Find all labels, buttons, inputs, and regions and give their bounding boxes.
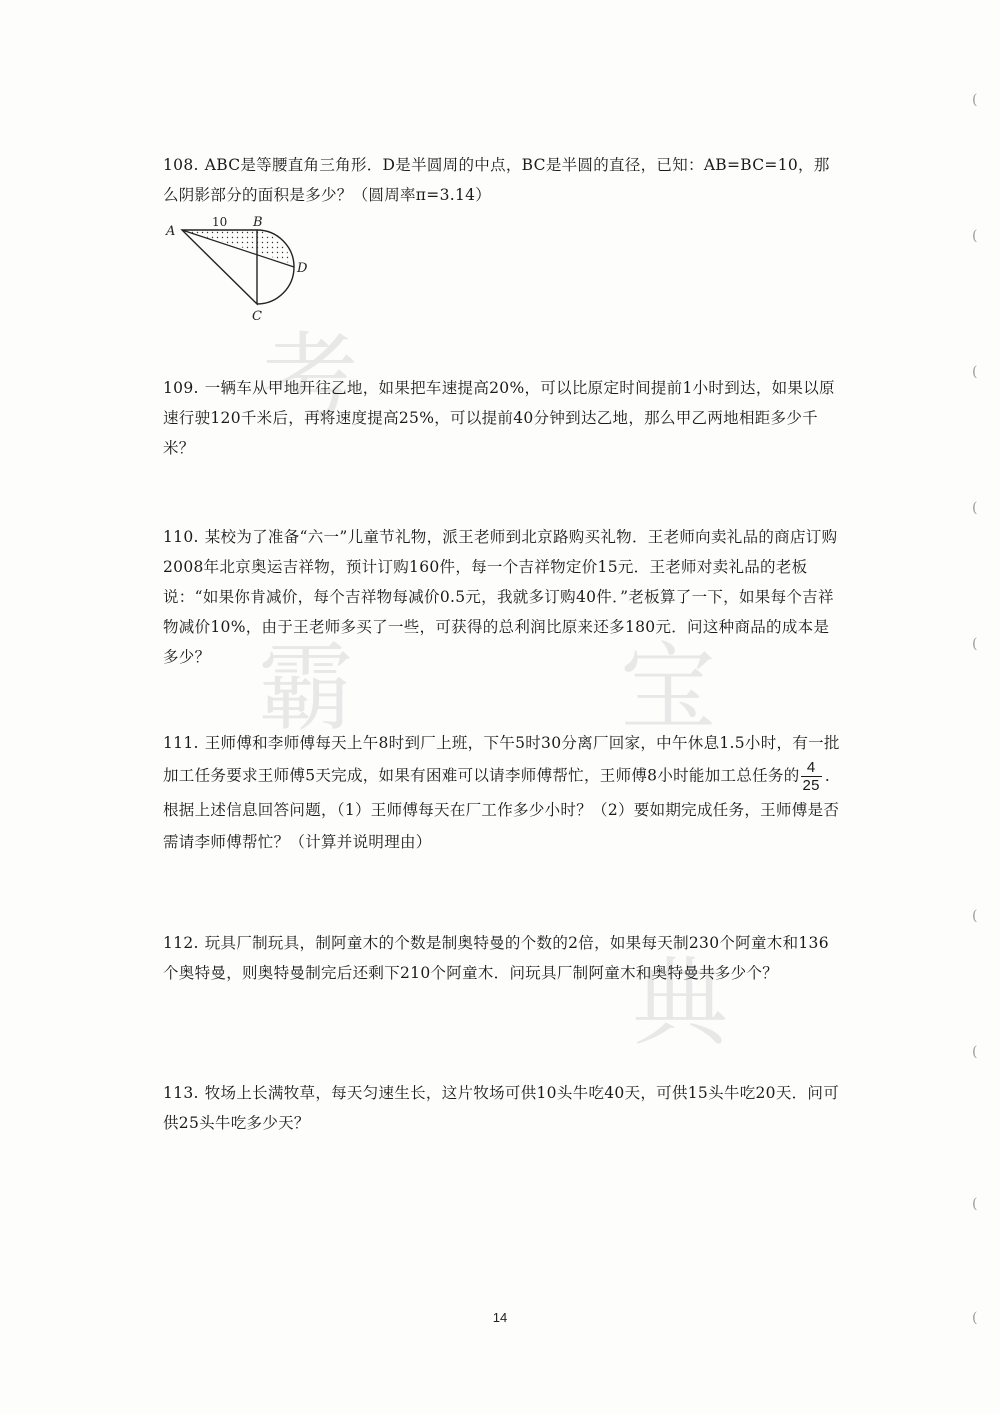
- problem-body: 牧场上长满牧草，每天匀速生长，这片牧场可供10头牛吃40天，可供15头牛吃20天．问可供25头牛吃多少天？: [163, 1084, 840, 1132]
- problem-body: 一辆车从甲地开往乙地，如果把车速提高20%，可以比原定时间提前1小时到达，如果以原速行驶120千米后，再将速度提高25%，可以提前40分钟到达乙地，那么甲乙两地相距多少千米？: [163, 379, 835, 457]
- label-d: D: [297, 261, 308, 276]
- problem-113: [163, 1078, 843, 1138]
- margin-mark: (: [972, 636, 978, 652]
- problem-number: 112.: [163, 934, 199, 952]
- fraction-numerator: 4: [801, 759, 822, 777]
- problem-number: 109.: [163, 379, 199, 397]
- problem-110-text: [163, 522, 843, 672]
- label-c: C: [252, 309, 262, 324]
- triangle-semicircle-figure: [160, 210, 320, 325]
- problem-body-after: ．根据上述信息回答问题，（1）王师傅每天在厂工作多少小时？（2）要如期完成任务，王师傅是否需请李师傅帮忙？（计算并说明理由）: [163, 766, 841, 851]
- watermark-char-4: 典: [632, 947, 728, 1059]
- watermark-char-3: 宝: [620, 632, 716, 744]
- margin-mark: (: [972, 92, 978, 108]
- problem-108: [163, 150, 843, 210]
- page-number: 14: [492, 1310, 508, 1325]
- label-b: B: [253, 215, 263, 230]
- fraction-denominator: 25: [802, 777, 820, 794]
- watermark-char-2: 霸: [258, 632, 354, 744]
- problem-108-text: [163, 150, 843, 210]
- problem-number: 111.: [163, 734, 199, 752]
- label-a: A: [166, 224, 176, 239]
- margin-mark: (: [972, 908, 978, 924]
- problem-body-before: 王师傅和李师傅每天上午8时到厂上班，下午5时30分离厂回家，中午休息1.5小时，有一批加工任务要求王师傅5天完成，如果有困难可以请李师傅帮忙，王师傅8小时能加工总任务的: [163, 734, 840, 785]
- problem-112-text: [163, 928, 843, 988]
- problem-112: [163, 928, 843, 988]
- problem-number: 108.: [163, 156, 199, 174]
- margin-mark: (: [972, 228, 978, 244]
- problem-113-text: [163, 1078, 843, 1138]
- margin-mark: (: [972, 1196, 978, 1212]
- margin-mark: (: [972, 1310, 978, 1326]
- problem-number: 110.: [163, 528, 199, 546]
- problem-109: [163, 373, 843, 463]
- problem-body: 玩具厂制玩具，制阿童木的个数是制奥特曼的个数的2倍，如果每天制230个阿童木和136个奥特曼，则奥特曼制完后还剩下210个阿童木．问玩具厂制阿童木和奥特曼共多少个？: [163, 934, 829, 982]
- margin-mark: (: [972, 500, 978, 516]
- problem-number: 113.: [163, 1084, 199, 1102]
- problem-110: [163, 522, 843, 672]
- problem-111-text: [163, 727, 843, 858]
- problem-111: [163, 727, 843, 858]
- problem-body: 某校为了准备“六一”儿童节礼物，派王老师到北京路购买礼物．王老师向卖礼品的商店订购2008年北京奥运吉祥物，预计订购160件，每一个吉祥物定价15元．王老师对卖礼品的老板说：“如果你肯减价，每个吉祥物每减价0.5元，我就多订购40件．”老板算了一下，如果每个吉祥物减价10%，由于王老师多买了一些，可获得的总利润比原来还多180元．问这种商品的成本是多少？: [163, 528, 838, 666]
- label-length: 10: [212, 215, 228, 229]
- margin-mark: (: [972, 1044, 978, 1060]
- watermark-char-1: 考: [262, 322, 358, 434]
- problem-109-text: [163, 373, 843, 463]
- margin-mark: (: [972, 364, 978, 380]
- fraction-four-twenty-fifths: [801, 759, 822, 794]
- problem-body: ABC是等腰直角三角形．D是半圆周的中点，BC是半圆的直径，已知：AB=BC=10，那么阴影部分的面积是多少？（圆周率π=3.14）: [163, 156, 830, 204]
